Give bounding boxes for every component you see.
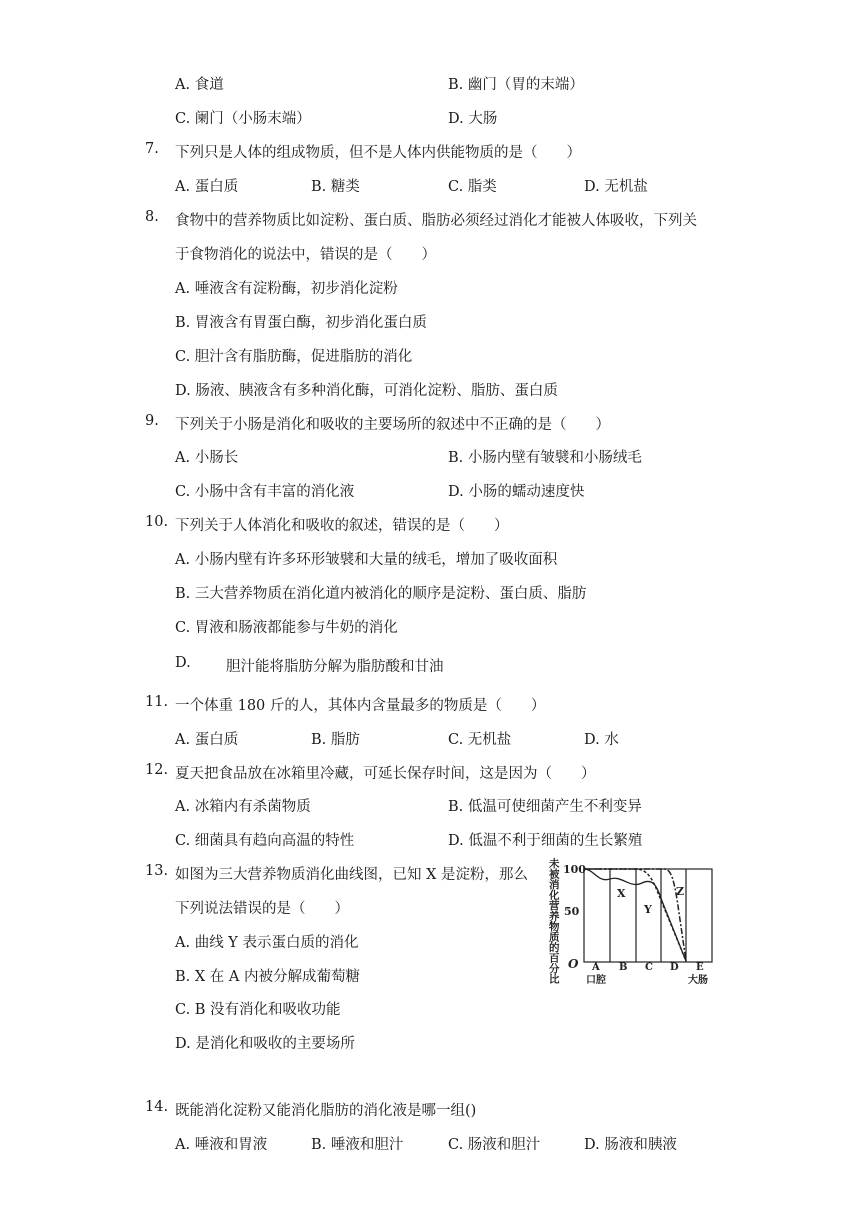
q7-number: 7. [145, 141, 159, 157]
curve-label-x: X [617, 887, 626, 900]
q11-stem: 一个体重 180 斤的人，其体内含量最多的物质是（ ） [175, 698, 546, 714]
ylabel-char: 质 [549, 931, 560, 944]
q7-option-d: D. 无机盐 [584, 179, 648, 195]
q9-option-c: C. 小肠中含有丰富的消化液 [175, 484, 355, 500]
bottom-label-large-intestine: 大肠 [688, 975, 708, 986]
q14-option-a: A. 唾液和胃液 [175, 1137, 268, 1153]
q10-option-d-text: 胆汁能将脂肪分解为脂肪酸和甘油 [226, 659, 444, 675]
q13-option-d: D. 是消化和吸收的主要场所 [175, 1036, 355, 1052]
q7-option-a: A. 蛋白质 [175, 179, 239, 195]
ylabel-char: 被 [549, 868, 560, 881]
q13-number: 13. [145, 863, 169, 879]
q10-number: 10. [145, 514, 169, 530]
q8-option-c: C. 胆汁含有脂肪酶，促进脂肪的消化 [175, 349, 413, 365]
q11-option-d: D. 水 [584, 732, 619, 748]
q14-option-b: B. 唾液和胆汁 [311, 1137, 404, 1153]
q14-number: 14. [145, 1099, 169, 1115]
q14-stem: 既能消化淀粉又能消化脂肪的消化液是哪一组() [175, 1103, 477, 1119]
q10-option-d-letter: D. [175, 655, 191, 671]
ylabel-char: 化 [549, 889, 560, 902]
curve-label-y: Y [644, 903, 652, 916]
q12-number: 12. [145, 762, 169, 778]
q12-option-a: A. 冰箱内有杀菌物质 [175, 799, 311, 815]
q11-number: 11. [145, 694, 169, 710]
segment-label-a: A [592, 962, 600, 973]
segment-label-c: C [645, 962, 653, 973]
y-tick-50: 50 [564, 905, 580, 918]
q13-stem-line2: 下列说法错误的是（ ） [175, 901, 349, 917]
bottom-label-mouth: 口腔 [586, 975, 606, 986]
ylabel-char: 的 [549, 942, 560, 954]
segment-label-e: E [696, 962, 704, 973]
figure-ylabel [548, 857, 560, 986]
q11-option-b: B. 脂肪 [311, 732, 360, 748]
q7-option-c: C. 脂类 [448, 179, 497, 195]
q8-option-d: D. 肠液、胰液含有多种消化酶，可消化淀粉、脂肪、蛋白质 [175, 383, 558, 399]
ylabel-char: 消 [549, 879, 560, 891]
q13-option-c: C. B 没有消化和吸收功能 [175, 1002, 341, 1018]
q14-option-c: C. 肠液和胆汁 [448, 1137, 541, 1153]
q8-number: 8. [145, 209, 159, 225]
q9-stem: 下列关于小肠是消化和吸收的主要场所的叙述中不正确的是（ ） [175, 417, 610, 433]
curve-label-z: Z [676, 885, 685, 898]
q14-option-d: D. 肠液和胰液 [584, 1137, 677, 1153]
q6-option-d: D. 大肠 [448, 111, 498, 127]
q7-option-b: B. 糖类 [311, 179, 360, 195]
q9-number: 9. [145, 413, 159, 429]
q8-option-a: A. 唾液含有淀粉酶，初步消化淀粉 [175, 281, 398, 297]
segment-label-b: B [619, 962, 628, 973]
ylabel-char: 百 [549, 952, 560, 965]
q8-option-b: B. 胃液含有胃蛋白酶，初步消化蛋白质 [175, 315, 427, 331]
q10-stem: 下列关于人体消化和吸收的叙述，错误的是（ ） [175, 518, 509, 534]
q11-option-a: A. 蛋白质 [175, 732, 239, 748]
ylabel-char: 营 [549, 900, 560, 912]
q10-option-b: B. 三大营养物质在消化道内被消化的顺序是淀粉、蛋白质、脂肪 [175, 586, 587, 602]
q10-option-a: A. 小肠内壁有许多环形皱襞和大量的绒毛，增加了吸收面积 [175, 552, 558, 568]
y-tick-100: 100 [563, 863, 586, 876]
digestion-curve-figure [546, 853, 716, 987]
q12-option-d: D. 低温不利于细菌的生长繁殖 [448, 833, 643, 849]
q12-option-c: C. 细菌具有趋向高温的特性 [175, 833, 355, 849]
q6-option-c: C. 阑门（小肠末端） [175, 111, 311, 127]
q10-option-c: C. 胃液和肠液都能参与牛奶的消化 [175, 620, 398, 636]
q13-option-b: B. X 在 A 内被分解成葡萄糖 [175, 969, 360, 985]
segment-label-d: D [670, 962, 679, 973]
q13-stem-line1: 如图为三大营养物质消化曲线图，已知 X 是淀粉，那么 [175, 867, 529, 883]
q9-option-b: B. 小肠内壁有皱襞和小肠绒毛 [448, 450, 642, 466]
ylabel-char: 分 [549, 963, 560, 975]
q12-stem: 夏天把食品放在冰箱里冷藏，可延长保存时间，这是因为（ ） [175, 766, 596, 782]
q8-stem-line1: 食物中的营养物质比如淀粉、蛋白质、脂肪必须经过消化才能被人体吸收，下列关 [175, 213, 697, 229]
q12-option-b: B. 低温可使细菌产生不利变异 [448, 799, 642, 815]
y-tick-origin: O [568, 957, 579, 971]
q6-option-a: A. 食道 [175, 77, 224, 93]
q11-option-c: C. 无机盐 [448, 732, 512, 748]
q9-option-d: D. 小肠的蠕动速度快 [448, 484, 585, 500]
ylabel-char: 比 [549, 973, 560, 986]
q13-option-a: A. 曲线 Y 表示蛋白质的消化 [175, 935, 359, 951]
q7-stem: 下列只是人体的组成物质，但不是人体内供能物质的是（ ） [175, 145, 581, 161]
q8-stem-line2: 于食物消化的说法中，错误的是（ ） [175, 247, 436, 263]
ylabel-char: 养 [549, 910, 560, 923]
q9-option-a: A. 小肠长 [175, 450, 239, 466]
ylabel-char: 未 [549, 858, 560, 870]
q6-option-b: B. 幽门（胃的末端） [448, 77, 584, 93]
ylabel-char: 物 [549, 921, 560, 933]
